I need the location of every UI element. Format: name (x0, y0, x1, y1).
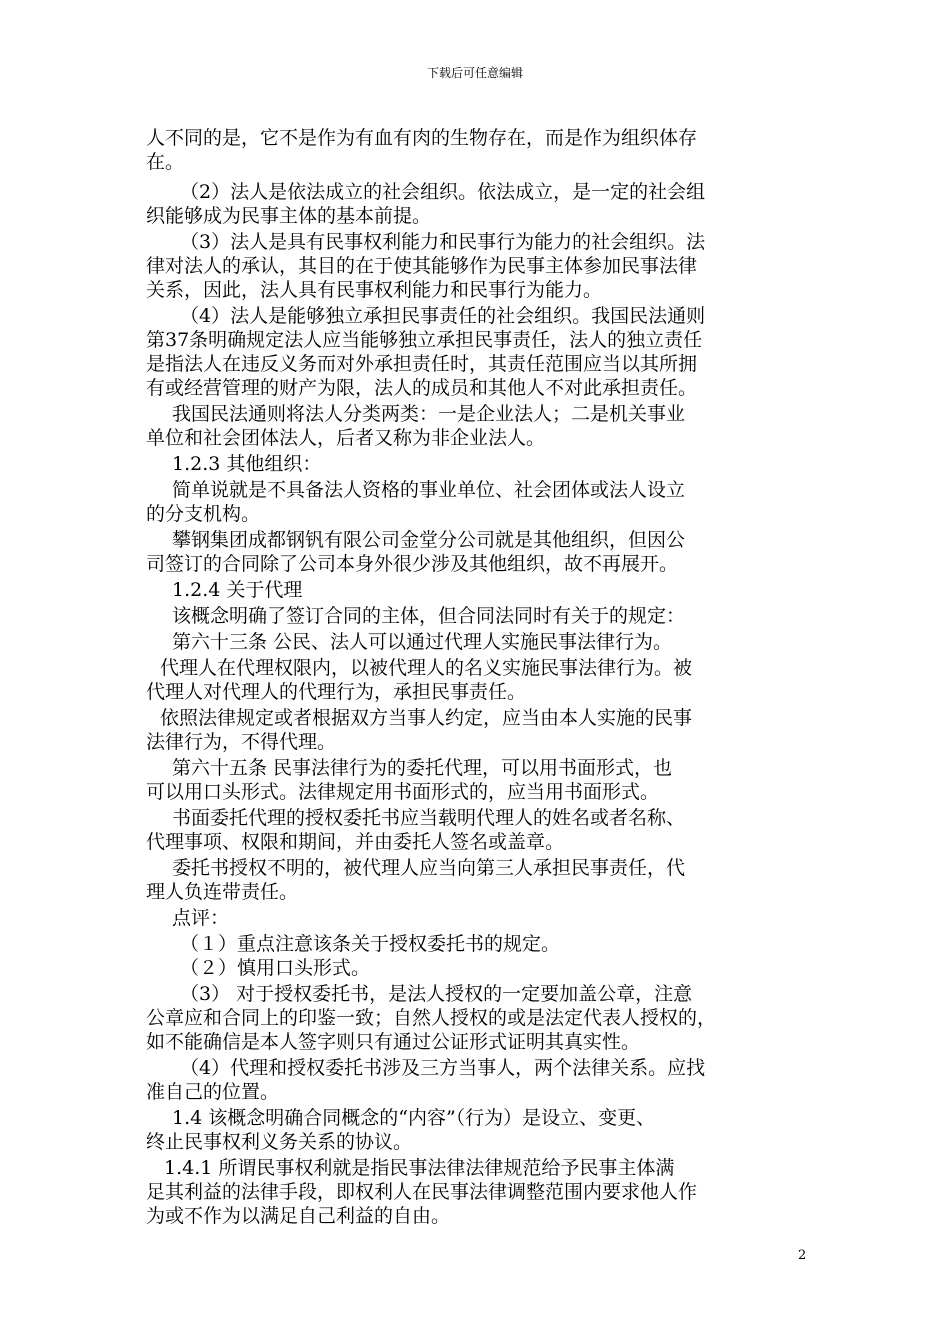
text-line: 为或不作为以满足自己利益的自由。 (146, 1205, 451, 1227)
text-line: 点评： (172, 907, 230, 929)
text-line: 1.4 该概念明确合同概念的“内容”（行为）是设立、变更、 (172, 1107, 656, 1129)
text-line: 该概念明确了签订合同的主体，但合同法同时有关于的规定： (172, 605, 686, 627)
text-line: 简单说就是不具备法人资格的事业单位、社会团体或法人设立 (172, 479, 686, 501)
text-line: 公章应和合同上的印鉴一致；自然人授权的或是法定代表人授权的， (146, 1007, 717, 1029)
text-line: 人不同的是，它不是作为有血有肉的生物存在，而是作为组织体存 (146, 127, 698, 149)
text-line: 1.2.3 其他组织： (172, 453, 322, 475)
text-line: （１）重点注意该条关于授权委托书的规定。 (180, 933, 561, 955)
text-line: 有或经营管理的财产为限，法人的成员和其他人不对此承担责任。 (146, 377, 698, 399)
text-line: 第37条明确规定法人应当能够独立承担民事责任，法人的独立责任 (146, 329, 703, 351)
text-line: （2）法人是依法成立的社会组织。依法成立，是一定的社会组 (180, 181, 706, 203)
text-line: 第六十五条 民事法律行为的委托代理，可以用书面形式，也 (172, 757, 673, 779)
text-line: 准自己的位置。 (146, 1081, 280, 1103)
text-line: 司签订的合同除了公司本身外很少涉及其他组织，故不再展开。 (146, 553, 679, 575)
text-line: 理人负连带责任。 (146, 881, 299, 903)
text-line: 1.4.1 所谓民事权利就是指民事法律法律规范给予民事主体满 (164, 1157, 675, 1179)
text-line: 委托书授权不明的，被代理人应当向第三人承担民事责任，代 (172, 857, 686, 879)
text-line: 法律行为，不得代理。 (146, 731, 337, 753)
text-line: 的分支机构。 (146, 503, 261, 525)
text-line: 依照法律规定或者根据双方当事人约定，应当由本人实施的民事 (160, 707, 693, 729)
text-line: 在。 (146, 151, 185, 173)
text-line: 1.2.4 关于代理 (172, 579, 303, 601)
text-line: （4）法人是能够独立承担民事责任的社会组织。我国民法通则 (180, 305, 706, 327)
text-line: 关系，因此，法人具有民事权利能力和民事行为能力。 (146, 279, 603, 301)
text-line: 如不能确信是本人签字则只有通过公证形式证明其真实性。 (146, 1031, 641, 1053)
text-line: （4）代理和授权委托书涉及三方当事人，两个法律关系。应找 (180, 1057, 706, 1079)
text-line: 律对法人的承认，其目的在于使其能够作为民事主体参加民事法律 (146, 255, 698, 277)
text-line: 可以用口头形式。法律规定用书面形式的，应当用书面形式。 (146, 781, 660, 803)
text-line: 我国民法通则将法人分类两类：一是企业法人；二是机关事业 (172, 403, 686, 425)
text-line: 攀钢集团成都钢钒有限公司金堂分公司就是其他组织，但因公 (172, 529, 686, 551)
text-line: 第六十三条 公民、法人可以通过代理人实施民事法律行为。 (172, 631, 673, 653)
text-line: 代理人在代理权限内，以被代理人的名义实施民事法律行为。被 (160, 657, 693, 679)
text-line: 代理事项、权限和期间，并由委托人签名或盖章。 (146, 831, 565, 853)
page-header: 下载后可任意编辑 (426, 66, 523, 80)
text-line: 足其利益的法律手段，即权利人在民事法律调整范围内要求他人作 (146, 1181, 698, 1203)
text-line: 织能够成为民事主体的基本前提。 (146, 205, 432, 227)
text-line: 是指法人在违反义务而对外承担责任时，其责任范围应当以其所拥 (146, 353, 698, 375)
text-line: 终止民事权利义务关系的协议。 (146, 1131, 413, 1153)
text-line: 代理人对代理人的代理行为，承担民事责任。 (146, 681, 527, 703)
text-line: （3）法人是具有民事权利能力和民事行为能力的社会组织。法 (180, 231, 706, 253)
text-line: 单位和社会团体法人，后者又称为非企业法人。 (146, 427, 546, 449)
page-number: 2 (798, 1248, 807, 1263)
text-line: 书面委托代理的授权委托书应当载明代理人的姓名或者名称、 (172, 807, 686, 829)
text-line: （3） 对于授权委托书，是法人授权的一定要加盖公章，注意 (180, 983, 693, 1005)
text-line: （２）慎用口头形式。 (180, 957, 371, 979)
